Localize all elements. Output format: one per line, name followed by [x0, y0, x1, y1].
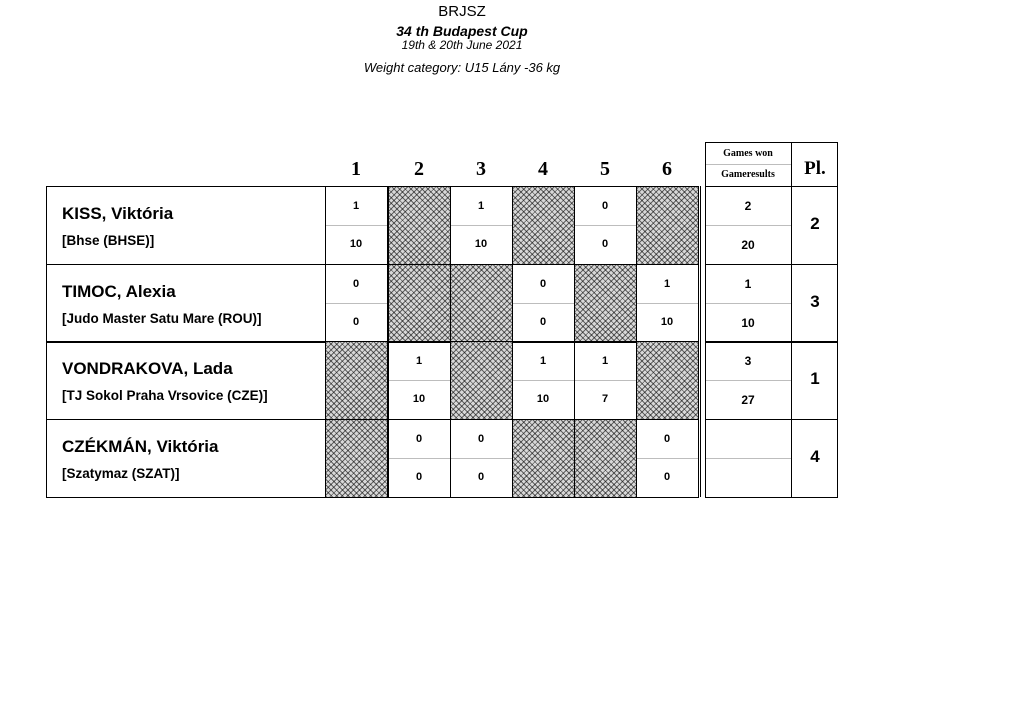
blocked-cell	[388, 264, 451, 343]
match-win-value: 0	[415, 433, 423, 445]
games-won-cell-divider	[706, 458, 791, 459]
match-score-value: 0	[352, 316, 360, 328]
gameresults-value: 20	[741, 238, 755, 252]
games-won-cell-divider	[706, 380, 791, 381]
competitor-club: [Bhse (BHSE)]	[62, 233, 155, 248]
match-score-value: 0	[477, 471, 485, 483]
match-score-value: 7	[601, 393, 609, 405]
games-won-cell-divider	[706, 225, 791, 226]
match-cell-divider	[326, 225, 387, 226]
games-won-header-divider	[706, 164, 791, 165]
match-win-value: 1	[663, 278, 671, 290]
weight-category: Weight category: U15 Lány -36 kg	[363, 60, 561, 75]
event-title: 34 th Budapest Cup	[396, 23, 528, 39]
place-value: 2	[810, 214, 820, 233]
competitor-club: [Judo Master Satu Mare (ROU)]	[62, 311, 262, 326]
match-cell-divider	[326, 303, 387, 304]
blocked-cell	[574, 264, 637, 343]
match-win-value: 1	[352, 200, 360, 212]
match-win-value: 0	[477, 433, 485, 445]
column-number-5: 5	[600, 158, 610, 180]
match-win-value: 1	[477, 200, 485, 212]
blocked-cell	[512, 186, 575, 265]
match-score-value: 0	[415, 471, 423, 483]
competitor-name: CZÉKMÁN, Viktória	[62, 437, 219, 456]
match-win-value: 1	[415, 355, 423, 367]
place-label: Pl.	[804, 158, 826, 179]
blocked-cell	[574, 419, 637, 498]
match-cell-divider	[637, 303, 698, 304]
games-won-cell-divider	[706, 303, 791, 304]
match-cell-divider	[451, 225, 512, 226]
blocked-cell	[388, 186, 451, 265]
blocked-cell	[450, 264, 513, 343]
match-cell-divider	[451, 458, 512, 459]
blocked-cell	[636, 341, 699, 420]
column-number-2: 2	[414, 158, 424, 180]
games-won-value: 1	[744, 277, 752, 291]
match-score-value: 0	[601, 238, 609, 250]
match-cell-divider	[575, 225, 636, 226]
match-win-value: 0	[601, 200, 609, 212]
match-score-value: 10	[536, 393, 550, 405]
competitor-name: KISS, Viktória	[62, 204, 174, 223]
match-score-value: 0	[663, 471, 671, 483]
match-score-value: 10	[412, 393, 426, 405]
match-score-value: 10	[349, 238, 363, 250]
blocked-cell	[450, 341, 513, 420]
table-separator	[700, 186, 706, 497]
match-cell-divider	[389, 458, 450, 459]
blocked-cell	[636, 186, 699, 265]
place-value: 4	[810, 447, 820, 466]
match-win-value: 1	[601, 355, 609, 367]
competitor-cell	[46, 341, 326, 420]
competitor-cell	[46, 419, 326, 498]
column-number-3: 3	[476, 158, 486, 180]
organizer-title: BRJSZ	[438, 3, 486, 20]
blocked-cell	[512, 419, 575, 498]
place-value: 3	[810, 292, 820, 311]
column-number-6: 6	[662, 158, 672, 180]
gameresults-value: 27	[741, 393, 755, 407]
blocked-cell	[325, 419, 388, 498]
games-won-value: 3	[744, 354, 752, 368]
competitor-cell	[46, 264, 326, 343]
event-dates: 19th & 20th June 2021	[401, 38, 523, 52]
match-score-value: 10	[660, 316, 674, 328]
games-won-label: Games won	[723, 148, 773, 159]
competitor-name: TIMOC, Alexia	[62, 282, 176, 301]
column-number-4: 4	[538, 158, 548, 180]
match-cell-divider	[513, 303, 574, 304]
blocked-cell	[325, 341, 388, 420]
match-score-value: 0	[539, 316, 547, 328]
match-win-value: 0	[539, 278, 547, 290]
match-cell-divider	[637, 458, 698, 459]
match-win-value: 0	[663, 433, 671, 445]
match-score-value: 10	[474, 238, 488, 250]
match-win-value: 1	[539, 355, 547, 367]
competitor-club: [TJ Sokol Praha Vrsovice (CZE)]	[62, 388, 268, 403]
gameresults-label: Gameresults	[721, 169, 775, 180]
gameresults-value: 10	[741, 316, 755, 330]
match-cell-divider	[389, 380, 450, 381]
match-cell-divider	[575, 380, 636, 381]
games-won-value: 2	[744, 199, 752, 213]
match-cell-divider	[513, 380, 574, 381]
match-win-value: 0	[352, 278, 360, 290]
place-value: 1	[810, 369, 820, 388]
competitor-name: VONDRAKOVA, Lada	[62, 359, 233, 378]
column-number-1: 1	[351, 158, 361, 180]
competitor-cell	[46, 186, 326, 265]
competitor-club: [Szatymaz (SZAT)]	[62, 466, 180, 481]
